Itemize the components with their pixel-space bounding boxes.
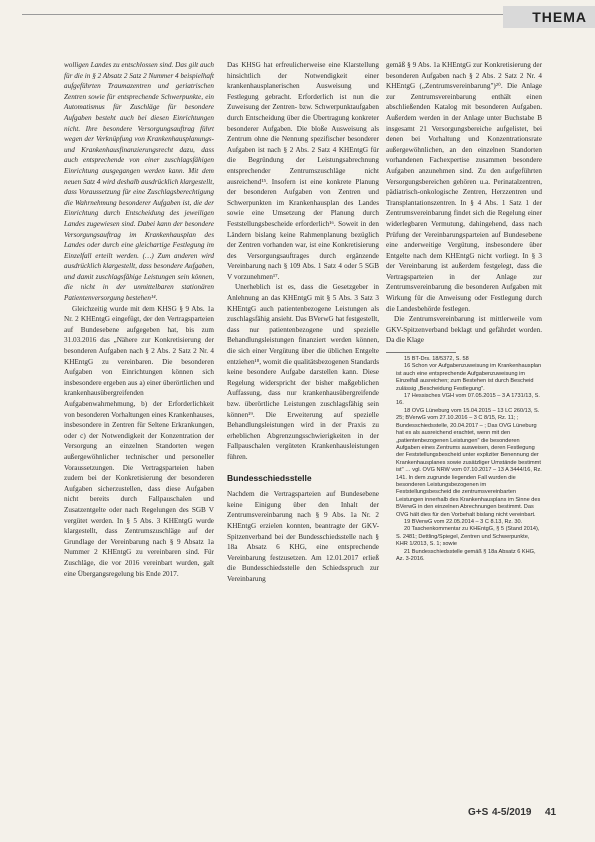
footnote: 20 Taschenkommentar zu KHEntgG, § 5 (Stand 2014), S. 2481; Dettling/Spiegel, Zentren und Schwerpunkte, KHR 1/2013, S. 1; sowie xyxy=(396,526,540,548)
section-label: THEMA xyxy=(532,9,587,25)
body-paragraph: Die Zentrumsvereinbarung ist mittlerweile vom GKV-Spitzenverband beklagt und gefährdet worden. Da die Klage xyxy=(386,315,542,345)
footnote: 18 OVG Lüneburg vom 15.04.2015 – 13 LC 260/13, S. 25; BVerwG vom 27.10.2016 – 3 C 8/15, Rz. 11; ; Bundesschiedsstelle, 20.04.2017 – ; Das OVG Lüneburg hat es als ausreichend erachtet, wenn mit den „patientenbezogenen Leistungen" die besonderen Aufgaben eines Zentrums ausweisen, deren Festlegung der Feststellungsbescheid unter expliziter Benennung der Krankenhausplanes sowie zusätzliger Umstände bestimmt ist" … vgl. OVG NRW vom 07.10.2017 – 13 A 3444/16, Rz. 141. In dem zugrunde liegenden Fall wurden die besonderen Leistungsbezogenen im Feststellungsbescheid die zentrumsvereinbarten Leistungen innerhalb des Krankenhausplans im Sinne des BVerwG in den einzelnen Abrechnungen bestimmt. Das OVG hält dies für den Vorbehalt bislang nicht vereinbart. xyxy=(396,407,542,518)
issue-number: 4-5/2019 xyxy=(492,807,532,818)
top-rule xyxy=(22,14,570,15)
quote-paragraph: wolligen Landes zu entschlossen sind. Das gilt auch für die in § 2 Absatz 2 Satz 2 Nummer 4 beispielhaft aufgeführten Traumazentren und geriatrischen Zentren sowie für entsprechende Schwerpunkte, ein Automatismus für Zuschläge für besondere Aufgaben besteht auch bei diesen Einrichtungen nicht. Ihre besondere Versorgungsauftrag führt wegen der Verknüpfung von Krankenhausplanungs- und Krankenhausfinanzierungsrecht dazu, dass auch entsprechende von einer zuschlagsfähigen Einrichtung ausgegangen werden kann. Mit dem neuen Satz 4 wird deshalb ausdrücklich klargestellt, dass Voraussetzung für eine Zuschlagsberechtigung die Wahrnehmung besonderer Aufgaben ist, die der Einrichtung durch Entscheidung des jeweiligen Landes zugewiesen sind. Dabei kann der besondere Versorgungsauftrag im Krankenhausplan des Landes oder durch eine gleichartige Festlegung im Einzelfall erteilt werden. (…) Zum anderen wird ausdrücklich klargestellt, dass besondere Aufgaben, und damit zuschlagsfähige Leistungen sein können, die nicht in der unmittelbaren stationären Patientenversorgung bestehen¹⁴. xyxy=(64,61,214,303)
page-footer xyxy=(0,804,595,824)
footnote: 19 BVerwG vom 22.05.2014 – 3 C 8.13, Rz. 30. xyxy=(404,518,523,525)
footnote: 16 Schon vor Aufgabenzuweisung im Krankenhausplan ist auch eine entsprechende Aufgabenzuweisung im Einzelfall ausreichen; zum Bestehen ist durch Bescheid zulässig „Bescheidung Festlegung". xyxy=(396,363,542,392)
journal-brand: G+S xyxy=(468,807,489,818)
body-paragraph: Nachdem die Vertragsparteien auf Bundesebene keine Einigung über den Inhalt der Zentrumsvereinbarung nach § 9 Abs. 1a Nr. 2 KHEntgG erzielen konnten, beantragte der GKV-Spitzenverband bei der Bundesschiedsstelle nach § 18a Absatz 6 KHG, eine entsprechende Vereinbarung festzusetzen. Am 12.01.2017 erließ die Bundesschiedsstelle den Schiedsspruch zur Vereinbarung xyxy=(227,490,379,583)
body-paragraph: Gleichzeitig wurde mit dem KHSG § 9 Abs. 1a Nr. 2 KHEntgG eingefügt, der den Vertragsparteien auf Bundesebene aufgegeben hat, bis zum 31.03.2016 das „Nähere zur Konkretisierung der besonderen Aufgaben nach § 2 Abs. 2 Satz 2 Nr. 4 KHEntgG zu vereinbaren. Die besonderen Aufgaben von Einrichtungen können sich insbesondere ergeben aus a) einer überörtlichen und krankenhausübergreifenden Aufgabenwahrnehmung, b) der Erforderlichkeit von besonderen Vorhaltungen eines Krankenhauses, insbesondere in Zentren für Seltene Erkrankungen, oder c) der Notwendigkeit der Konzentration der Versorgung an einzelnen Standorten wegen außergewöhnlicher technischer und personeller Voraussetzungen. Die Vertragsparteien haben zudem bei der Konkretisierung der besonderen Aufgaben sicherzustellen, dass diese Aufgaben nicht bereits durch Fallpauschalen und Zusatzentgelte oder nach Regelungen des SGB V vergütet werden. In § 5 Abs. 3 KHEntgG wurde klargestellt, dass Zentrumszuschläge auf der Grundlage der Vereinbarung nach § 9 Absatz 1a Nummer 2 KHEntgG zu vereinbaren sind. Für Zuschläge, die vor 2016 vereinbart wurden, galt eine Übergangsregelung bis Ende 2017. xyxy=(64,304,214,578)
body-paragraph: Unerheblich ist es, dass die Gesetzgeber in Anlehnung an das KHEntgG mit § 5 Abs. 3 Satz 3 KHEntgG auch patientenbezogene Leistungen als zuschlagsfähig ansieht. Das BVerwG hat festgestellt, dass nur patientenbezogene und spezielle Behandlungsleistungen finanziert werden können, die sich einer Vergütung über die üblichen Entgelte entziehen¹⁸, womit die qualitätsbezogenen Standards keine besondere Aufgabe darstellen kann. Diese Regelung widerspricht der bisher maßgeblichen Auffassung, dass nur krankenhausübergreifende bzw. überörtliche Leistungen zuschlagsfähig sein können¹⁹. Die Erweiterung auf spezielle Behandlungsleistungen wird in der Praxis zu erheblichen Abgrenzungsschwierigkeiten in der Fallpauschalen vergüteten Krankenhausleistungen führen. xyxy=(227,283,379,461)
footnotes xyxy=(386,356,542,563)
section-tab xyxy=(503,6,595,28)
page-number: 41 xyxy=(545,807,557,818)
column-3 xyxy=(386,60,542,563)
body-paragraph: Das KHSG hat erfreulicherweise eine Klarstellung hinsichtlich der Notwendigkeit einer krankenhausplanerischen Ausweisung und Festlegung gebracht. Erforderlich ist nun die Zuweisung der Zentren- bzw. Schwerpunktaufgaben durch Entscheidung über die Übertragung konkreter besonderer Aufgaben. Die bloße Ausweisung als Zentrum ohne die Nennung spezifischer besonderer Aufgaben ist nach § 2 Abs. 2 Satz 4 KHEntgG für die Begründung der Leistungsabrechnung entsprechender Zentrumszuschläge nicht ausreichend¹⁵. Insofern ist eine konkrete Planung der besonderen Aufgaben von Zentren und Schwerpunkten im Krankenhausplan des Landes sowie eine Umsetzung der Planung durch Feststellungsbescheide erforderlich¹⁶. Soweit in den Ländern bislang keine Rahmenplanung bezüglich der Zentren vorhanden war, ist eine Konkretisierung des Versorgungsauftrages durch ergänzende Vereinbarung nach § 109 Abs. 1 Satz 4 oder 5 SGB V vorzunehmen¹⁷. xyxy=(227,61,379,281)
footnote: 15 BT-Drs. 18/5372, S. 58 xyxy=(404,356,469,363)
footnote-divider xyxy=(386,352,456,353)
footnote: 21 Bundesschiedsstelle gemäß § 18a Absatz 6 KHG, Az. 3-2016. xyxy=(396,548,536,562)
body-paragraph: gemäß § 9 Abs. 1a KHEntgG zur Konkretisierung der besonderen Aufgaben nach § 2 Abs. 2 Satz 2 Nr. 4 KHEntgG („Zentrumsvereinbarung")²⁰. Die Anlage zur Zentrumsvereinbarung enthält einen abschließenden Katalog mit besonderen Aufgaben. Außerdem werden in der Anlage unter Buchstabe B insgesamt 21 Versorgungsbereiche aufgelistet, bei denen bei Vorhaltung und Konzentrationsrate außergewöhnlichen, an den einzelnen Standorten vorhandenen Fachexpertise zusammen besondere Aufgaben anzunehmen sind. Zu den aufgeführten Versorgungsbereichen gehören u.a. Perinatalzentren, pädiatrisch-onkologische Zentren, Herzzentren und Transplantationszentren. In § 4 Abs. 1 Satz 1 der Zentrumsvereinbarung findet sich die Regelung einer widerlegbaren Vermutung, dahingehend, dass nach Prüfung der Vereinbarungsparteien auf Bundesebene eine anderweitige Vergütung, insbesondere über Entgelte nach dem KHEntgG nicht vorliegt. In § 3 der Vereinbarung ist außerdem festgelegt, dass die Vertragsparteien in der Anlage zur Zentrumsvereinbarung die besonderen Aufgaben mit Wirkung für die Anweisung oder Festlegung durch die Landesbehörde festlegen. xyxy=(386,61,542,313)
footnote: 17 Hessisches VGH vom 07.05.2015 – 3 A 1731/13, S. 16. xyxy=(396,393,540,407)
column-1 xyxy=(64,60,214,579)
column-2 xyxy=(227,60,379,585)
section-heading: Bundesschiedsstelle xyxy=(227,472,312,483)
